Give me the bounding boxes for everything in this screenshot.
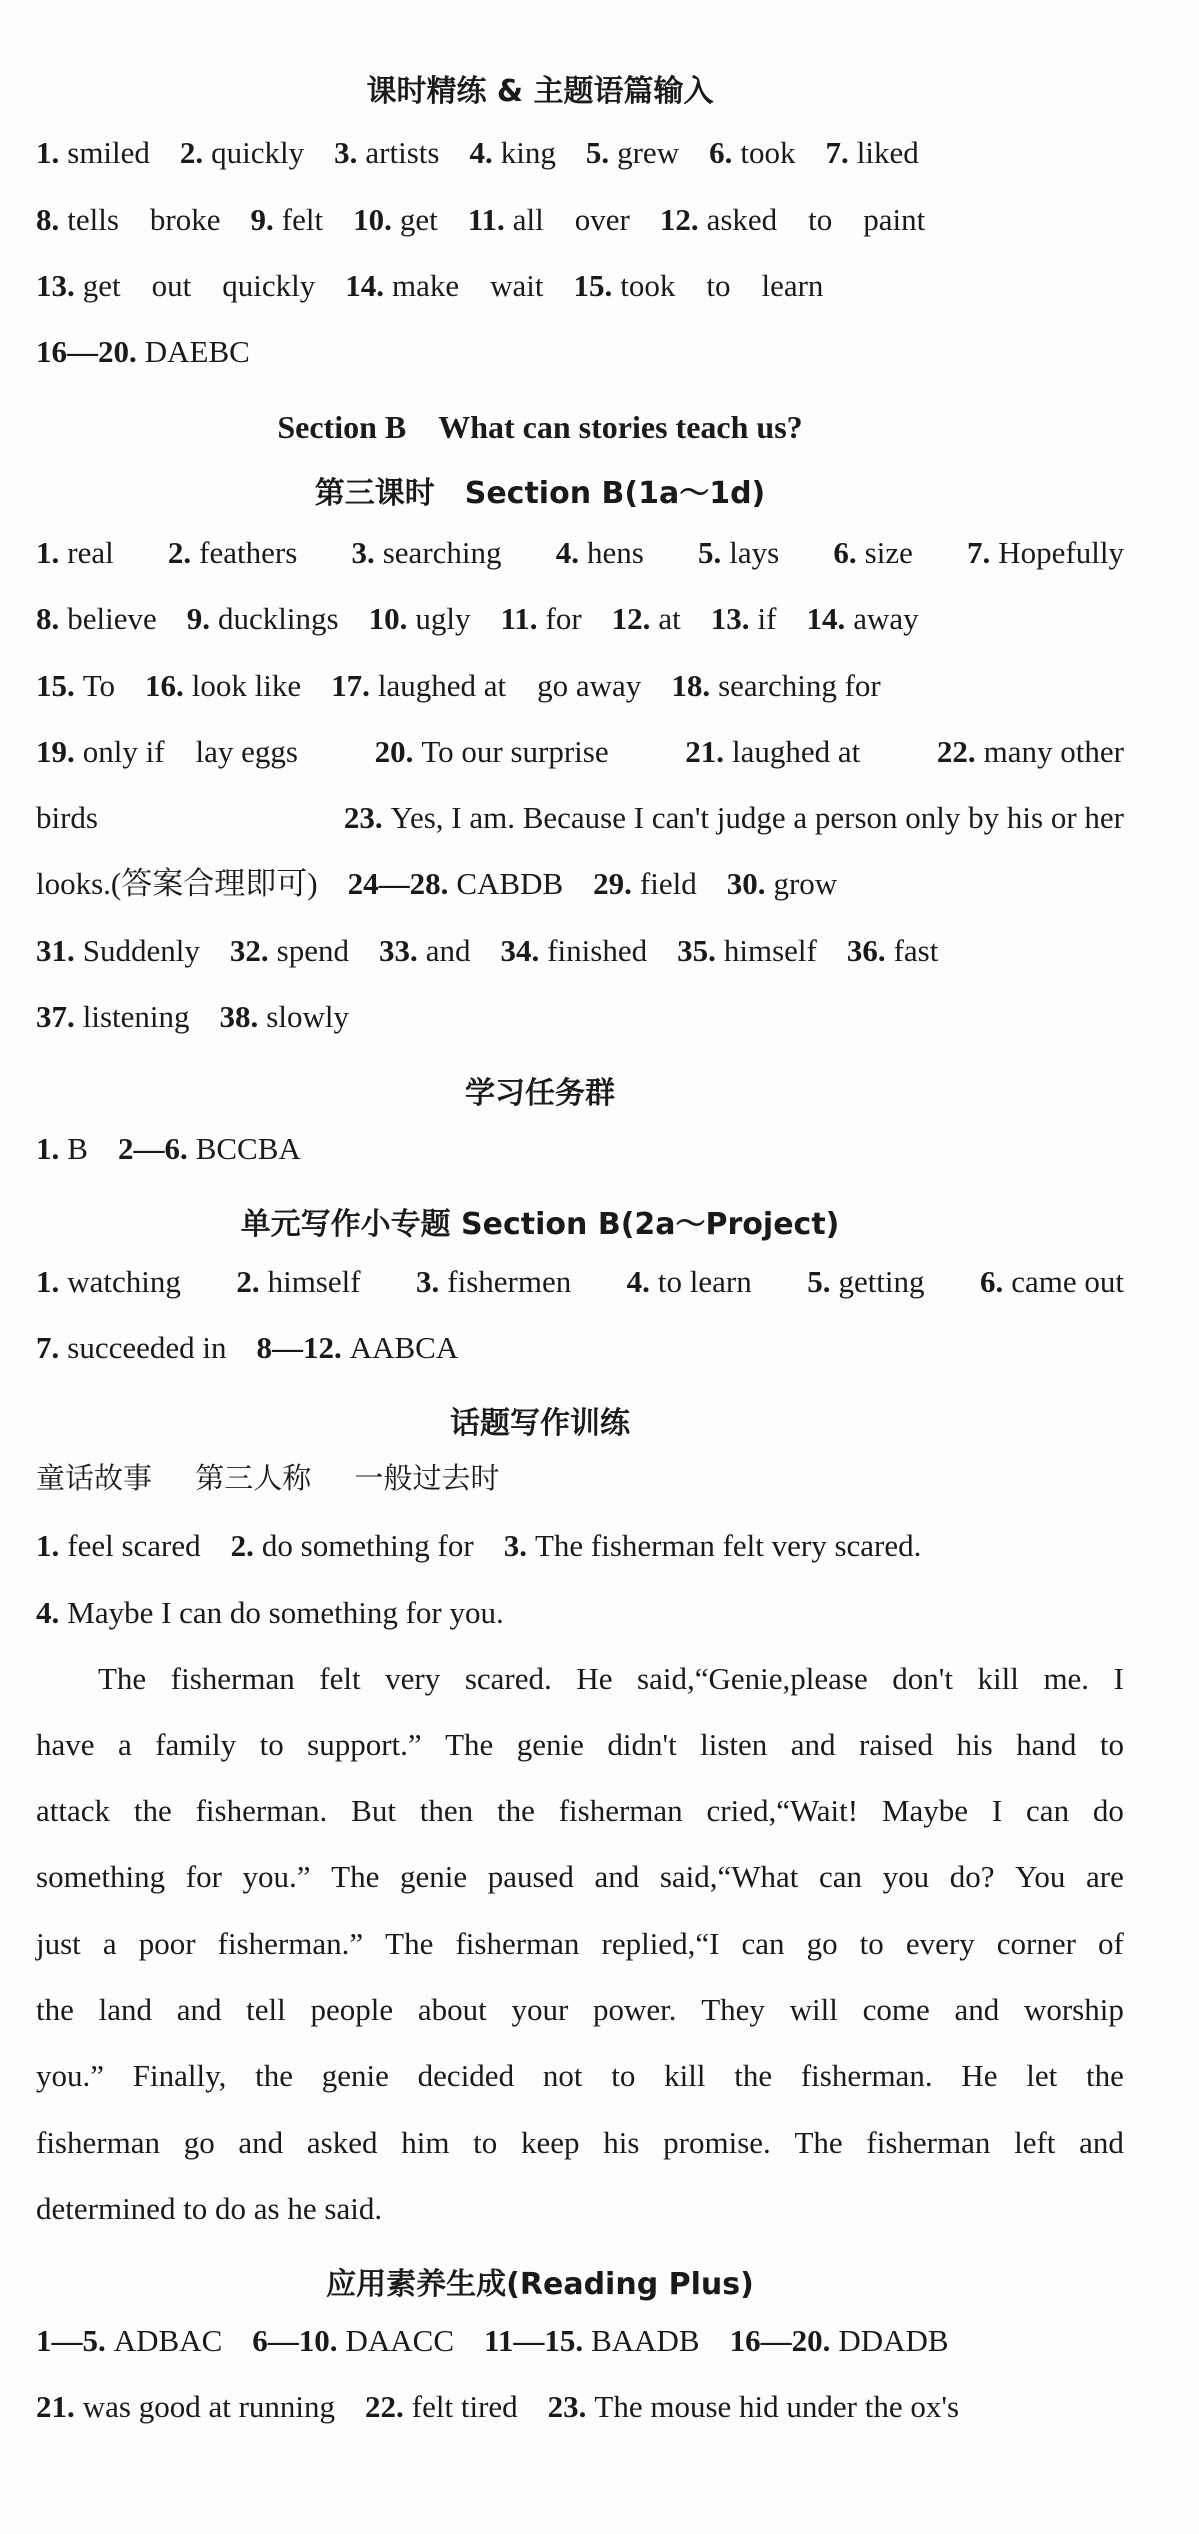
answer-text: felt [281,202,324,237]
answer-item [36,2391,335,2422]
answer-item [677,935,817,966]
answer-text: get out quickly [82,268,316,303]
answer-text: finished [547,933,648,968]
question-number: 8—12. [256,1330,342,1365]
section-title-task-group: 学习任务群 [465,1076,615,1111]
section-title-reading-plus: 应用素养生成(Reading Plus) [326,2267,754,2302]
answer-item [627,1266,752,1297]
question-number: 7. [36,1330,60,1365]
question-number: 22. [365,2389,404,2424]
answer-text: artists [365,135,440,170]
answer-text: BAADB [591,2323,700,2358]
answer-item [698,537,779,568]
question-number: 16—20. [36,334,137,369]
answer-line [36,336,280,367]
answer-text: was good at running [82,2389,336,2424]
answer-item [937,736,1124,767]
question-number: 8. [36,601,60,636]
answer-item [660,204,925,235]
answer-text: size [864,535,913,570]
question-number: 12. [659,202,699,237]
answer-item [230,935,349,966]
answer-line [36,1266,1124,1297]
answer-text: watching [67,1264,181,1299]
answer-text: To [82,668,116,703]
tag-genre: 童话故事 [36,1461,153,1495]
essay-line: the land and tell people about your power. They will come and worship [36,1992,1124,2027]
answer-text: if [757,601,777,636]
answer-text: ugly [415,601,471,636]
answer-item [711,603,777,634]
answer-text: getting [838,1264,925,1299]
answer-item [36,1133,88,1164]
answer-item [612,603,681,634]
question-number: 4. [36,1595,60,1630]
answer-text: only if lay eggs [82,734,298,769]
essay-line: determined to do as he said. [36,2191,383,2226]
answer-item [369,603,471,634]
answer-item [375,736,609,767]
answer-text: BCCBA [195,1131,301,1166]
answer-line [36,204,955,235]
answer-text: The fisherman felt very scared. [534,1528,922,1563]
answer-item [967,537,1124,568]
answer-item [252,2325,454,2356]
answer-item [379,935,471,966]
answer-item [727,868,837,899]
answer-text: spend [276,933,349,968]
answer-item [331,670,641,701]
answer-item [36,935,200,966]
section-title-lesson-3: 第三课时 Section B(1a～1d) [314,476,766,511]
essay-line: have a family to support.” The genie didn't listen and raised his hand to [36,1727,1124,1762]
question-number: 2. [167,535,192,570]
question-number: 20. [374,734,414,769]
answer-line [36,270,853,301]
answer-text: do something for [261,1528,474,1563]
answer-text: get [399,202,438,237]
tag-person: 第三人称 [195,1461,312,1495]
question-number: 21. [685,734,724,769]
answer-line [36,868,867,899]
question-number: 18. [671,668,711,703]
answer-item [36,868,318,899]
answer-item [231,1530,474,1561]
answer-line [36,2325,979,2356]
question-number: 38. [219,999,259,1034]
essay-line: fisherman go and asked him to keep his promise. The fisherman left and [36,2125,1124,2160]
question-number: 33. [378,933,418,968]
question-number: 6—10. [252,2323,338,2358]
answer-text: laughed at go away [377,668,642,703]
question-number: 10. [353,202,392,237]
answer-line [36,670,911,701]
question-number: 15. [36,668,75,703]
essay-line: The fisherman felt very scared. He said,“Genie,please don't kill me. I [36,1661,1124,1696]
answer-text: succeeded in [67,1330,227,1365]
question-number: 6. [709,135,733,170]
question-number: 3. [351,535,375,570]
answer-item [36,137,150,168]
question-number: 7. [825,135,849,170]
answer-item [556,537,644,568]
answer-item [344,802,1124,833]
answer-line [36,1530,951,1561]
question-number: 3. [334,135,358,170]
essay-line: just a poor fisherman.” The fisherman replied,“I can go to every corner of [36,1926,1124,1961]
question-number: 14. [806,601,846,636]
answer-text: asked to paint [706,202,926,237]
section-title-unit-writing: 单元写作小专题 Section B(2a～Project) [240,1207,840,1242]
answer-item [36,336,250,367]
answer-text: feel scared [67,1528,201,1563]
question-number: 32. [229,933,269,968]
answer-text: AABCA [349,1330,459,1365]
question-number: 17. [331,668,370,703]
answer-text: searching [382,535,502,570]
answer-text: for [545,601,582,636]
answer-item [806,603,918,634]
answer-item [168,537,297,568]
answer-item [365,2391,518,2422]
answer-text: B [67,1131,88,1166]
answer-text: took [740,135,796,170]
answer-text: tells broke [67,202,221,237]
answer-text: Yes, I am. Because I can't judge a person only by his or her [390,800,1124,835]
answer-item [504,1530,922,1561]
answer-item [353,204,438,235]
answer-line [36,603,949,634]
answer-item [730,2325,949,2356]
question-number: 11. [500,601,538,636]
question-number: 1. [36,135,60,170]
answer-text: quickly [211,135,305,170]
answer-item [36,802,98,833]
answer-item [500,603,581,634]
answer-item [586,137,679,168]
answer-line [36,1133,331,1164]
answer-item [574,270,824,301]
question-number: 1. [36,535,60,570]
answer-item [980,1266,1124,1297]
answer-text: ADBAC [113,2323,223,2358]
essay-line: you.” Finally, the genie decided not to kill the fisherman. He let the [36,2058,1124,2093]
answer-item [236,1266,360,1297]
question-number: 9. [250,202,274,237]
question-number: 2. [179,135,204,170]
answer-line [36,1001,379,1032]
answer-item [345,270,543,301]
answer-text: slowly [266,999,349,1034]
answer-item [685,736,860,767]
answer-item [36,1332,226,1363]
question-number: 14. [345,268,384,303]
answer-item [833,537,912,568]
answer-text: make wait [391,268,544,303]
answer-line [36,935,968,966]
answer-text: grew [617,135,680,170]
answer-line [36,1597,534,1628]
answer-text: hens [586,535,644,570]
answer-text: at [658,601,681,636]
question-number: 1—5. [36,2323,106,2358]
question-number: 6. [833,535,857,570]
question-number: 5. [807,1264,831,1299]
question-number: 15. [573,268,613,303]
answer-item [825,137,918,168]
answer-line [36,736,1124,767]
answer-item [416,1266,571,1297]
question-number: 10. [368,601,408,636]
essay-line: attack the fisherman. But then the fisherman cried,“Wait! Maybe I can do [36,1793,1124,1828]
question-number: 9. [186,601,211,636]
answer-text: DAACC [345,2323,455,2358]
answer-item [468,204,630,235]
answer-item [593,868,697,899]
answer-item [500,935,647,966]
answer-text: away [853,601,919,636]
answer-text: DDADB [838,2323,949,2358]
question-number: 31. [36,933,75,968]
answer-text: birds [36,800,98,835]
question-number: 37. [36,999,75,1034]
question-number: 23. [343,800,383,835]
answer-text: CABDB [456,866,564,901]
question-number: 11—15. [484,2323,584,2358]
answer-text: king [500,135,556,170]
question-number: 13. [710,601,750,636]
answer-item [484,2325,700,2356]
question-number: 36. [846,933,886,968]
answer-item [348,868,564,899]
answer-line [36,137,949,168]
answer-item [36,603,157,634]
question-number: 19. [36,734,75,769]
answer-item [36,1001,190,1032]
question-number: 24—28. [347,866,449,901]
answer-item [36,1266,181,1297]
answer-text: looks.(答案合理即可) [36,866,318,901]
question-number: 35. [677,933,716,968]
answer-item [36,670,115,701]
answer-line [36,1332,488,1363]
answer-item [145,670,301,701]
question-number: 5. [585,135,610,170]
question-number: 4. [469,135,493,170]
answer-text: field [639,866,697,901]
answer-item [36,736,298,767]
answer-text: grow [773,866,838,901]
answer-text: Suddenly [82,933,200,968]
answer-item [334,137,439,168]
answer-text: searching for [718,668,881,703]
answer-item [709,137,795,168]
section-title-practice: 课时精练 & 主题语篇输入 [366,74,714,109]
answer-item [847,935,939,966]
answer-text: all over [512,202,630,237]
answer-item [187,603,339,634]
question-number: 29. [593,866,632,901]
answer-text: real [67,535,114,570]
answer-text: many other [983,734,1124,769]
answer-item [807,1266,924,1297]
question-number: 13. [36,268,75,303]
question-number: 7. [967,535,991,570]
question-number: 3. [416,1264,440,1299]
question-number: 2. [230,1528,254,1563]
question-number: 34. [500,933,540,968]
answer-text: The mouse hid under the ox's [594,2389,960,2424]
answer-text: lays [729,535,780,570]
question-number: 2—6. [117,1131,188,1166]
answer-text: believe [67,601,157,636]
answer-text: to learn [657,1264,752,1299]
question-number: 4. [555,535,579,570]
answer-item [351,537,501,568]
answer-item [469,137,555,168]
answer-text: listening [82,999,190,1034]
question-number: 22. [936,734,976,769]
answer-text: himself [723,933,817,968]
question-number: 12. [611,601,651,636]
section-title-topic-writing: 话题写作训练 [450,1406,630,1441]
question-number: 11. [467,202,505,237]
answer-text: look like [191,668,302,703]
question-number: 4. [626,1264,650,1299]
answer-text: fishermen [447,1264,572,1299]
answer-item [671,670,880,701]
answer-line [36,537,1124,568]
answer-text: liked [856,135,919,170]
answer-text: came out [1011,1264,1124,1299]
question-number: 5. [698,535,722,570]
question-number: 16. [145,668,184,703]
question-number: 2. [236,1264,260,1299]
answer-item [220,1001,349,1032]
answer-text: felt tired [411,2389,518,2424]
answer-item [36,537,114,568]
writing-tags [36,1461,533,1495]
answer-text: laughed at [732,734,861,769]
question-number: 30. [726,866,766,901]
answer-text: smiled [67,135,150,170]
question-number: 21. [36,2389,75,2424]
answer-item [118,1133,301,1164]
answer-text: DAEBC [144,334,250,369]
answer-text: himself [267,1264,361,1299]
question-number: 16—20. [729,2323,831,2358]
question-number: 1. [36,1264,60,1299]
answer-item [36,270,315,301]
answer-line [36,2391,989,2422]
question-number: 8. [36,202,60,237]
answer-text: and [425,933,471,968]
answer-text: ducklings [218,601,339,636]
question-number: 3. [503,1528,527,1563]
question-number: 23. [547,2389,587,2424]
answer-text: Hopefully [998,535,1124,570]
answer-line [36,802,1124,833]
answer-text: feathers [199,535,298,570]
answer-item [36,2325,222,2356]
answer-item [36,1597,504,1628]
answer-item [36,1530,201,1561]
answer-item [251,204,324,235]
section-title-section-b: Section B What can stories teach us? [277,409,803,445]
answer-text: took to learn [620,268,824,303]
question-number: 1. [36,1131,60,1166]
tag-tense: 一般过去时 [354,1461,500,1495]
answer-item [548,2391,959,2422]
answer-item [180,137,304,168]
answer-text: fast [893,933,939,968]
question-number: 1. [36,1528,60,1563]
essay-line: something for you.” The genie paused and said,“What can you do? You are [36,1859,1124,1894]
answer-text: To our surprise [421,734,609,769]
answer-item [256,1332,458,1363]
question-number: 6. [979,1264,1004,1299]
answer-text: Maybe I can do something for you. [67,1595,504,1630]
answer-item [36,204,221,235]
